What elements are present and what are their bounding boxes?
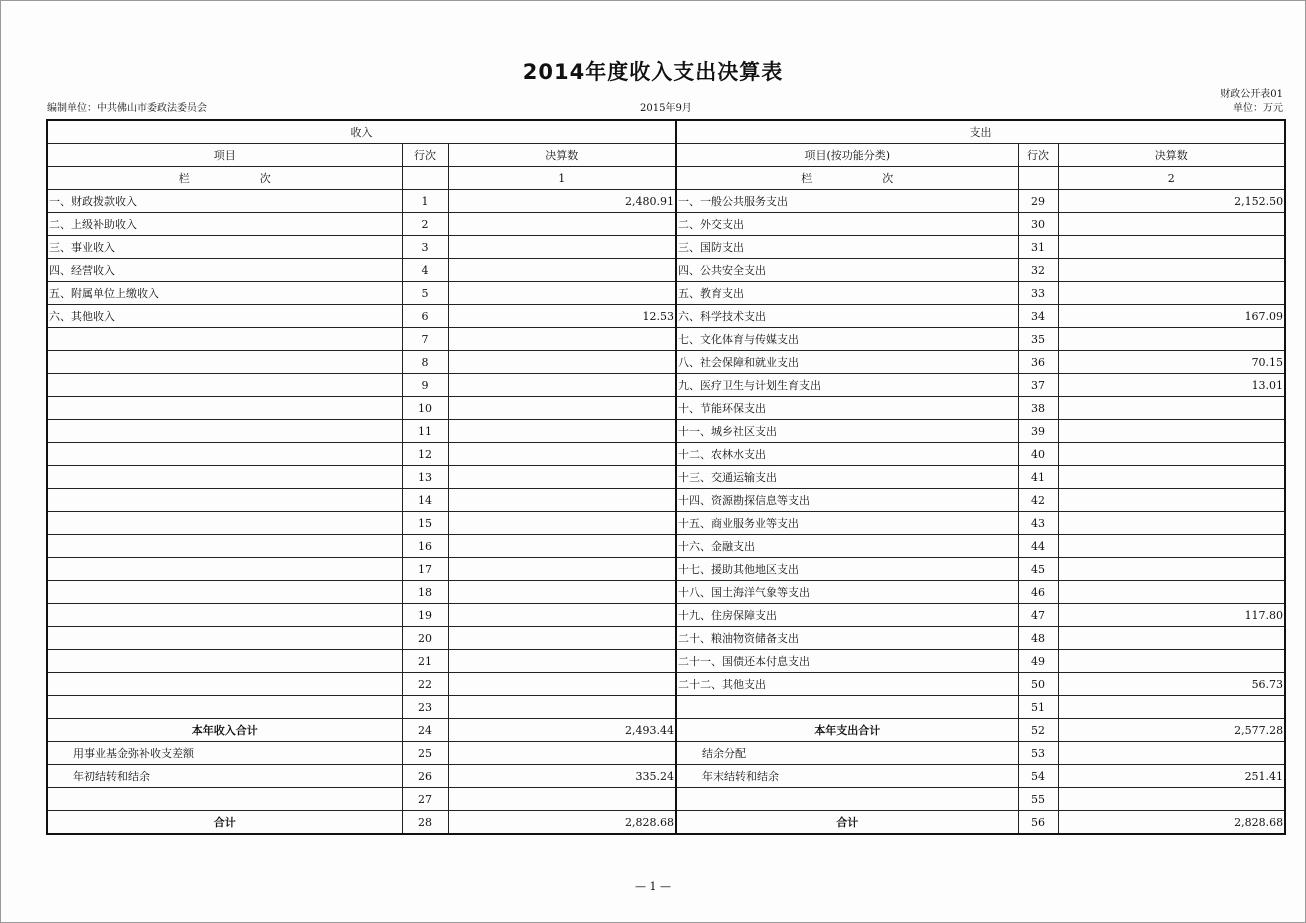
expense-item: 结余分配 xyxy=(676,742,1018,765)
expense-row-number: 51 xyxy=(1018,696,1058,719)
expense-row-number: 29 xyxy=(1018,190,1058,213)
expense-item: 四、公共安全支出 xyxy=(676,259,1018,282)
page-title: 2014年度收入支出决算表 xyxy=(522,60,784,84)
expense-row-number: 43 xyxy=(1018,512,1058,535)
expense-item: 十八、国土海洋气象等支出 xyxy=(676,581,1018,604)
expense-row-number: 55 xyxy=(1018,788,1058,811)
expense-amount: 2,828.68 xyxy=(1058,811,1285,835)
income-amount xyxy=(448,627,676,650)
table-row xyxy=(47,374,1285,397)
expense-item: 二十二、其他支出 xyxy=(676,673,1018,696)
expense-item: 十七、援助其他地区支出 xyxy=(676,558,1018,581)
income-amount xyxy=(448,466,676,489)
expense-row-number: 47 xyxy=(1018,604,1058,627)
expense-item: 八、社会保障和就业支出 xyxy=(676,351,1018,374)
income-item: 五、附属单位上缴收入 xyxy=(47,282,402,305)
table-row xyxy=(47,259,1285,282)
expense-row-number: 50 xyxy=(1018,673,1058,696)
expense-row-number: 36 xyxy=(1018,351,1058,374)
expense-item: 二、外交支出 xyxy=(676,213,1018,236)
expense-rowno-header: 行次 xyxy=(1018,144,1058,167)
income-rowno-blank xyxy=(402,167,448,190)
income-item: 用事业基金弥补收支差额 xyxy=(47,742,402,765)
income-row-number: 4 xyxy=(402,259,448,282)
compiling-unit: 编制单位：中共佛山市委政法委员会 xyxy=(47,103,207,114)
expense-row-number: 45 xyxy=(1018,558,1058,581)
income-item xyxy=(47,696,402,719)
income-amount xyxy=(448,236,676,259)
table-row xyxy=(47,489,1285,512)
income-expense-table xyxy=(46,119,1286,835)
expense-row-number: 30 xyxy=(1018,213,1058,236)
expense-amount xyxy=(1058,696,1285,719)
income-item xyxy=(47,374,402,397)
page-number: — 1 — xyxy=(635,880,671,893)
expense-amount xyxy=(1058,328,1285,351)
income-amount xyxy=(448,650,676,673)
ci-label: 次 xyxy=(259,172,271,185)
income-amount xyxy=(448,512,676,535)
income-item: 本年收入合计 xyxy=(47,719,402,742)
expense-row-number: 31 xyxy=(1018,236,1058,259)
table-row xyxy=(47,719,1285,742)
table-row xyxy=(47,604,1285,627)
income-item: 三、事业收入 xyxy=(47,236,402,259)
income-row-number: 10 xyxy=(402,397,448,420)
expense-amount: 2,152.50 xyxy=(1058,190,1285,213)
income-item xyxy=(47,397,402,420)
expense-item: 十四、资源勘探信息等支出 xyxy=(676,489,1018,512)
expense-amount xyxy=(1058,788,1285,811)
expense-row-number: 38 xyxy=(1018,397,1058,420)
form-number: 财政公开表01 xyxy=(1220,89,1283,100)
expense-amount xyxy=(1058,489,1285,512)
expense-item: 十五、商业服务业等支出 xyxy=(676,512,1018,535)
income-lanci-label xyxy=(47,167,402,190)
expense-item: 十六、金融支出 xyxy=(676,535,1018,558)
income-item xyxy=(47,558,402,581)
income-amount xyxy=(448,604,676,627)
income-row-number: 3 xyxy=(402,236,448,259)
expense-row-number: 56 xyxy=(1018,811,1058,835)
table-row xyxy=(47,190,1285,213)
income-row-number: 16 xyxy=(402,535,448,558)
income-amount xyxy=(448,535,676,558)
income-amount-header: 决算数 xyxy=(448,144,676,167)
income-amount xyxy=(448,558,676,581)
expense-item: 本年支出合计 xyxy=(676,719,1018,742)
table-row xyxy=(47,673,1285,696)
expense-amount xyxy=(1058,581,1285,604)
table-row xyxy=(47,328,1285,351)
income-row-number: 26 xyxy=(402,765,448,788)
header-row-column-index xyxy=(47,167,1285,190)
expense-item: 七、文化体育与传媒支出 xyxy=(676,328,1018,351)
expense-item: 一、一般公共服务支出 xyxy=(676,190,1018,213)
report-date: 2015年9月 xyxy=(640,103,692,114)
income-item xyxy=(47,420,402,443)
income-row-number: 23 xyxy=(402,696,448,719)
income-item xyxy=(47,604,402,627)
income-amount xyxy=(448,696,676,719)
expense-row-number: 52 xyxy=(1018,719,1058,742)
ci-label: 次 xyxy=(882,172,894,185)
table-row xyxy=(47,420,1285,443)
expense-rowno-blank xyxy=(1018,167,1058,190)
income-amount: 2,493.44 xyxy=(448,719,676,742)
table-row xyxy=(47,788,1285,811)
header-row-sections xyxy=(47,120,1285,144)
expense-item: 二十、粮油物资储备支出 xyxy=(676,627,1018,650)
income-row-number: 21 xyxy=(402,650,448,673)
expense-item: 合计 xyxy=(676,811,1018,835)
expense-item: 九、医疗卫生与计划生育支出 xyxy=(676,374,1018,397)
income-item xyxy=(47,443,402,466)
expense-row-number: 41 xyxy=(1018,466,1058,489)
expense-amount xyxy=(1058,558,1285,581)
income-item: 四、经营收入 xyxy=(47,259,402,282)
income-section-header: 收入 xyxy=(47,120,676,144)
income-amount xyxy=(448,374,676,397)
income-item: 合计 xyxy=(47,811,402,835)
expense-amount: 70.15 xyxy=(1058,351,1285,374)
income-row-number: 9 xyxy=(402,374,448,397)
expense-row-number: 37 xyxy=(1018,374,1058,397)
income-amount: 12.53 xyxy=(448,305,676,328)
expense-item: 三、国防支出 xyxy=(676,236,1018,259)
income-item xyxy=(47,627,402,650)
expense-row-number: 32 xyxy=(1018,259,1058,282)
expense-item xyxy=(676,788,1018,811)
table-row xyxy=(47,512,1285,535)
income-row-number: 14 xyxy=(402,489,448,512)
table-row xyxy=(47,742,1285,765)
expense-row-number: 35 xyxy=(1018,328,1058,351)
expense-row-number: 39 xyxy=(1018,420,1058,443)
expense-item: 二十一、国债还本付息支出 xyxy=(676,650,1018,673)
income-item xyxy=(47,673,402,696)
income-item: 一、财政拨款收入 xyxy=(47,190,402,213)
income-amount xyxy=(448,581,676,604)
expense-item xyxy=(676,696,1018,719)
income-amount xyxy=(448,259,676,282)
income-amount xyxy=(448,489,676,512)
table-row xyxy=(47,466,1285,489)
table-row xyxy=(47,627,1285,650)
table-row xyxy=(47,397,1285,420)
income-row-number: 19 xyxy=(402,604,448,627)
header-row-columns xyxy=(47,144,1285,167)
expense-amount: 251.41 xyxy=(1058,765,1285,788)
expense-amount xyxy=(1058,627,1285,650)
expense-item: 五、教育支出 xyxy=(676,282,1018,305)
lan-label: 栏 xyxy=(178,172,190,185)
income-item-header: 项目 xyxy=(47,144,402,167)
table-row xyxy=(47,811,1285,835)
expense-amount xyxy=(1058,742,1285,765)
expense-item: 十一、城乡社区支出 xyxy=(676,420,1018,443)
income-item: 六、其他收入 xyxy=(47,305,402,328)
income-item xyxy=(47,512,402,535)
expense-item: 六、科学技术支出 xyxy=(676,305,1018,328)
expense-item: 十、节能环保支出 xyxy=(676,397,1018,420)
expense-item: 十二、农林水支出 xyxy=(676,443,1018,466)
expense-amount xyxy=(1058,213,1285,236)
income-amount xyxy=(448,397,676,420)
income-column-index: 1 xyxy=(448,167,676,190)
expense-row-number: 34 xyxy=(1018,305,1058,328)
table-row xyxy=(47,305,1285,328)
income-amount xyxy=(448,351,676,374)
income-row-number: 2 xyxy=(402,213,448,236)
income-item: 二、上级补助收入 xyxy=(47,213,402,236)
income-amount xyxy=(448,673,676,696)
expense-amount: 117.80 xyxy=(1058,604,1285,627)
income-row-number: 12 xyxy=(402,443,448,466)
income-row-number: 24 xyxy=(402,719,448,742)
expense-amount xyxy=(1058,443,1285,466)
income-row-number: 28 xyxy=(402,811,448,835)
expense-row-number: 54 xyxy=(1018,765,1058,788)
table-row xyxy=(47,558,1285,581)
income-amount xyxy=(448,420,676,443)
income-row-number: 25 xyxy=(402,742,448,765)
expense-amount: 167.09 xyxy=(1058,305,1285,328)
expense-row-number: 49 xyxy=(1018,650,1058,673)
income-row-number: 22 xyxy=(402,673,448,696)
expense-item: 十九、住房保障支出 xyxy=(676,604,1018,627)
income-amount: 2,480.91 xyxy=(448,190,676,213)
income-item xyxy=(47,581,402,604)
income-row-number: 7 xyxy=(402,328,448,351)
income-row-number: 8 xyxy=(402,351,448,374)
table-row xyxy=(47,351,1285,374)
income-amount: 2,828.68 xyxy=(448,811,676,835)
expense-row-number: 42 xyxy=(1018,489,1058,512)
income-row-number: 6 xyxy=(402,305,448,328)
income-item xyxy=(47,535,402,558)
expense-amount xyxy=(1058,650,1285,673)
table-row xyxy=(47,696,1285,719)
income-item xyxy=(47,466,402,489)
income-amount: 335.24 xyxy=(448,765,676,788)
table-row xyxy=(47,765,1285,788)
income-item xyxy=(47,489,402,512)
table-row xyxy=(47,443,1285,466)
income-amount xyxy=(448,443,676,466)
income-amount xyxy=(448,328,676,351)
expense-item: 十三、交通运输支出 xyxy=(676,466,1018,489)
table-row xyxy=(47,650,1285,673)
expense-lanci-label xyxy=(676,167,1018,190)
expense-amount xyxy=(1058,535,1285,558)
expense-row-number: 40 xyxy=(1018,443,1058,466)
expense-column-index: 2 xyxy=(1058,167,1285,190)
income-amount xyxy=(448,282,676,305)
income-row-number: 17 xyxy=(402,558,448,581)
income-row-number: 11 xyxy=(402,420,448,443)
income-amount xyxy=(448,213,676,236)
expense-amount xyxy=(1058,466,1285,489)
income-item xyxy=(47,788,402,811)
income-row-number: 5 xyxy=(402,282,448,305)
expense-amount xyxy=(1058,236,1285,259)
expense-row-number: 33 xyxy=(1018,282,1058,305)
income-row-number: 20 xyxy=(402,627,448,650)
expense-amount xyxy=(1058,512,1285,535)
expense-amount xyxy=(1058,282,1285,305)
table-row xyxy=(47,213,1285,236)
income-item xyxy=(47,650,402,673)
income-item: 年初结转和结余 xyxy=(47,765,402,788)
expense-amount-header: 决算数 xyxy=(1058,144,1285,167)
income-amount xyxy=(448,742,676,765)
expense-amount xyxy=(1058,259,1285,282)
expense-amount: 56.73 xyxy=(1058,673,1285,696)
income-amount xyxy=(448,788,676,811)
income-row-number: 27 xyxy=(402,788,448,811)
income-row-number: 13 xyxy=(402,466,448,489)
expense-row-number: 48 xyxy=(1018,627,1058,650)
expense-row-number: 44 xyxy=(1018,535,1058,558)
expense-row-number: 46 xyxy=(1018,581,1058,604)
table-row xyxy=(47,535,1285,558)
expense-row-number: 53 xyxy=(1018,742,1058,765)
table-row xyxy=(47,236,1285,259)
expense-amount: 2,577.28 xyxy=(1058,719,1285,742)
income-rowno-header: 行次 xyxy=(402,144,448,167)
expense-amount xyxy=(1058,397,1285,420)
expense-item: 年末结转和结余 xyxy=(676,765,1018,788)
table-row xyxy=(47,282,1285,305)
expense-amount: 13.01 xyxy=(1058,374,1285,397)
currency-unit: 单位：万元 xyxy=(1233,103,1283,114)
income-row-number: 1 xyxy=(402,190,448,213)
income-item xyxy=(47,328,402,351)
income-item xyxy=(47,351,402,374)
table-row xyxy=(47,581,1285,604)
income-row-number: 15 xyxy=(402,512,448,535)
expense-section-header: 支出 xyxy=(676,120,1285,144)
expense-item-header: 项目(按功能分类) xyxy=(676,144,1018,167)
income-row-number: 18 xyxy=(402,581,448,604)
expense-amount xyxy=(1058,420,1285,443)
lan-label: 栏 xyxy=(801,172,813,185)
